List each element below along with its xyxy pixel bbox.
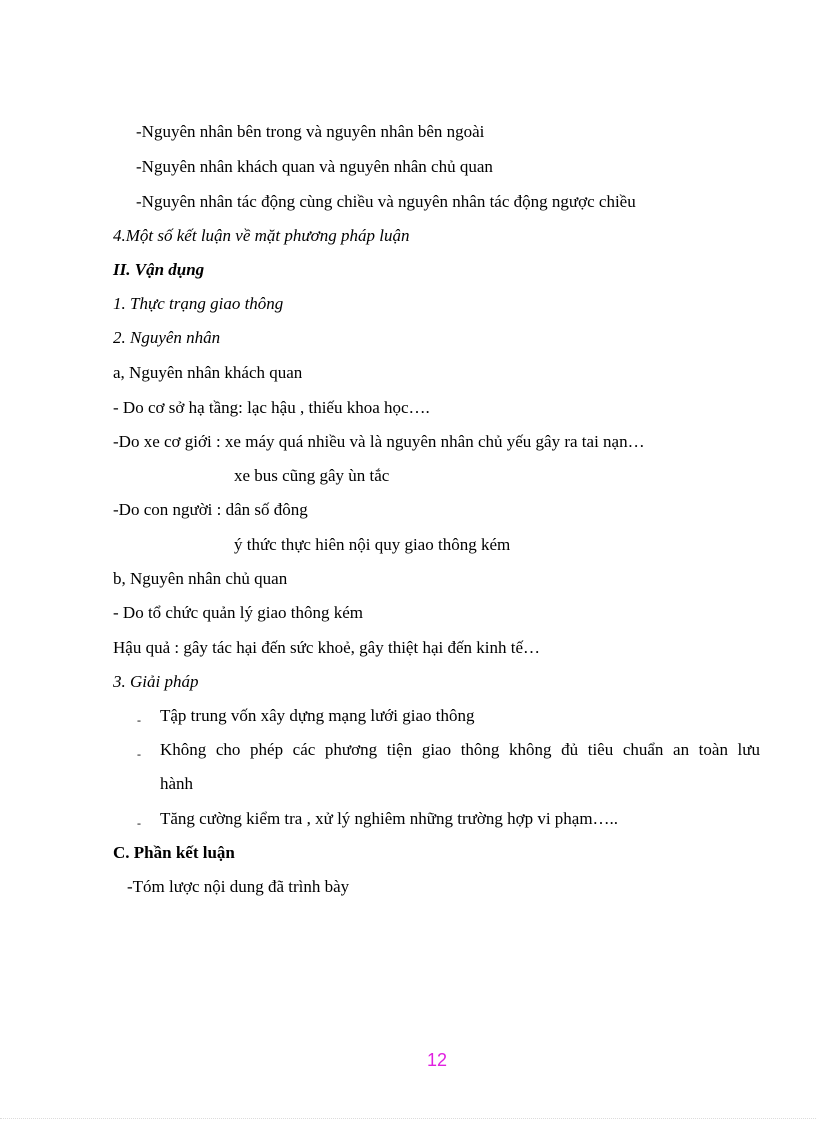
- conclusion-text: -Tóm lược nội dung đã trình bày: [127, 877, 350, 896]
- subsection-heading: 2. Nguyên nhân: [113, 328, 221, 347]
- text-line: -Nguyên nhân khách quan và nguyên nhân chủ quan: [136, 157, 493, 176]
- text-line: -Nguyên nhân tác động cùng chiều và nguyên nhân tác động ngược chiều: [136, 192, 636, 211]
- section-heading: 4.Một số kết luận về mặt phương pháp luận: [113, 226, 410, 245]
- text-line: - Do cơ sở hạ tầng: lạc hậu , thiếu khoa học….: [113, 398, 430, 417]
- footer-divider: [0, 1118, 816, 1119]
- page-number: 12: [426, 1050, 448, 1070]
- text-line: Hậu quả : gây tác hại đến sức khoẻ, gây thiệt hại đến kinh tế…: [113, 638, 541, 657]
- text-line: -Do con người : dân số đông: [113, 500, 308, 519]
- bullet-marker: -: [137, 713, 141, 727]
- subsection-heading: 3. Giải pháp: [113, 672, 199, 691]
- text-line: xe bus cũng gây ùn tắc: [234, 466, 390, 485]
- text-line: -Nguyên nhân bên trong và nguyên nhân bên ngoài: [136, 122, 485, 141]
- list-item: Không cho phép các phương tiện giao thông không đủ tiêu chuẩn an toàn lưu: [160, 740, 760, 759]
- list-item-continuation: hành: [160, 774, 194, 793]
- conclusion-heading: C. Phần kết luận: [113, 843, 235, 862]
- bullet-marker: -: [137, 747, 141, 761]
- list-item: Tăng cường kiểm tra , xử lý nghiêm những trường hợp vi phạm…..: [160, 809, 619, 828]
- text-line: -Do xe cơ giới : xe máy quá nhiều và là nguyên nhân chủ yếu gây ra tai nạn…: [113, 432, 645, 451]
- text-line: ý thức thực hiên nội quy giao thông kém: [234, 535, 511, 554]
- section-heading: II. Vận dụng: [113, 260, 205, 279]
- text-line: b, Nguyên nhân chủ quan: [113, 569, 288, 588]
- subsection-heading: 1. Thực trạng giao thông: [113, 294, 284, 313]
- text-line: - Do tổ chức quản lý giao thông kém: [113, 603, 363, 622]
- list-item: Tập trung vốn xây dựng mạng lưới giao thông: [160, 706, 475, 725]
- bullet-marker: -: [137, 816, 141, 830]
- text-line: a, Nguyên nhân khách quan: [113, 363, 303, 382]
